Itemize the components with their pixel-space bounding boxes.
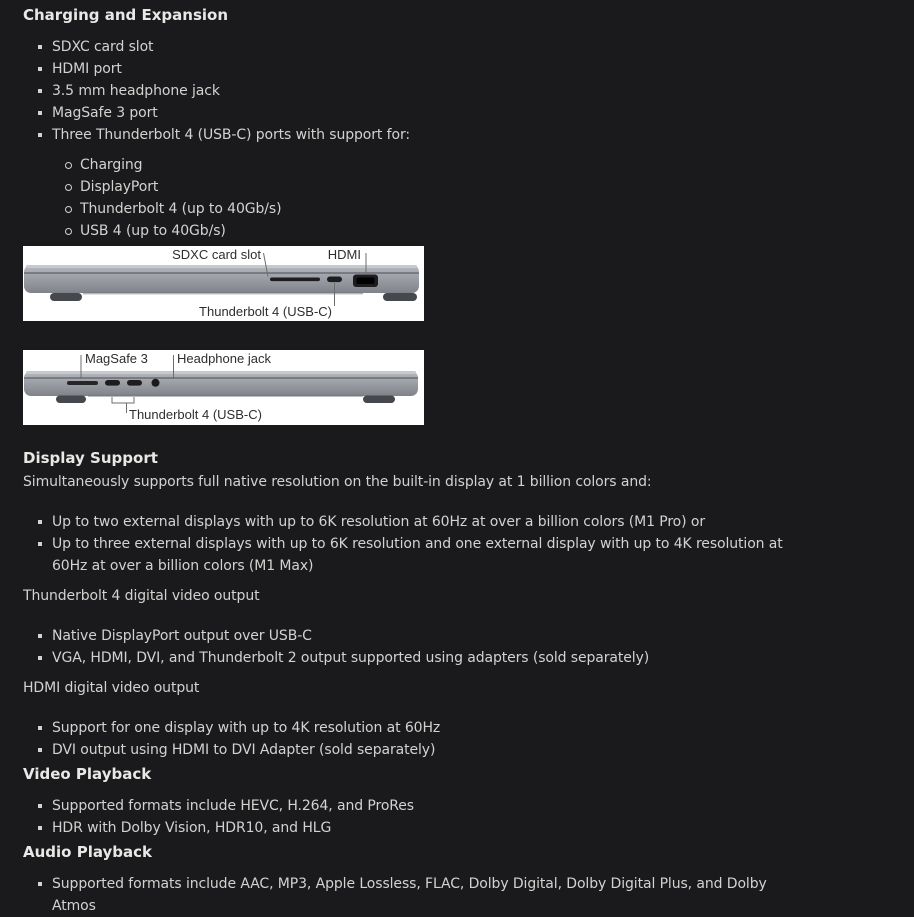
- section-display-support: [23, 451, 914, 761]
- hdmi-port: [353, 275, 378, 288]
- list-item: HDMI port: [52, 58, 794, 80]
- list-item: VGA, HDMI, DVI, and Thunderbolt 2 output supported using adapters (sold separately): [52, 647, 794, 669]
- list-item: HDR with Dolby Vision, HDR10, and HLG: [52, 817, 794, 839]
- hdmi-video-output-list: [23, 717, 807, 761]
- thunderbolt-port: [127, 380, 142, 386]
- video-playback-list: [23, 795, 807, 839]
- thunderbolt-label: Thunderbolt 4 (USB-C): [199, 304, 332, 319]
- list-item: MagSafe 3 port: [52, 102, 794, 124]
- laptop-foot: [363, 396, 395, 404]
- sdxc-label: SDXC card slot: [172, 247, 261, 262]
- list-item: DisplayPort: [80, 176, 807, 198]
- list-item: Supported formats include AAC, MP3, Apple Lossless, FLAC, Dolby Digital, Dolby Digital Plus, and Dolby Atmos: [52, 873, 794, 917]
- macbook-left-side-svg: [23, 350, 424, 425]
- list-item: Native DisplayPort output over USB-C: [52, 625, 794, 647]
- headphone-label: Headphone jack: [177, 351, 271, 366]
- magsafe-port: [67, 381, 98, 385]
- thunderbolt-port: [327, 277, 342, 283]
- macbook-left-side-ports-image: [23, 350, 424, 425]
- hdmi-video-output-heading: HDMI digital video output: [23, 680, 200, 696]
- thunderbolt-video-output-list: [23, 625, 807, 669]
- audio-playback-list: [23, 873, 807, 917]
- thunderbolt-support-sublist: [23, 154, 807, 242]
- charging-heading: Charging and Expansion: [23, 6, 228, 24]
- list-item: USB 4 (up to 40Gb/s): [80, 220, 807, 242]
- laptop-foot: [50, 293, 82, 301]
- macbook-right-side-ports-image: [23, 246, 424, 321]
- list-item: DVI output using HDMI to DVI Adapter (sold separately): [52, 739, 794, 761]
- display-support-list: [23, 511, 807, 577]
- display-support-intro: Simultaneously supports full native resolution on the built-in display at 1 billion colors and:: [23, 474, 652, 490]
- thunderbolt-label: Thunderbolt 4 (USB-C): [129, 407, 262, 422]
- section-video-playback: [23, 767, 914, 839]
- list-item: Up to two external displays with up to 6K resolution at 60Hz at over a billion colors (M1 Pro) or: [52, 511, 794, 533]
- list-item: Three Thunderbolt 4 (USB-C) ports with support for:: [52, 124, 794, 146]
- audio-playback-heading: Audio Playback: [23, 843, 152, 861]
- list-item: 3.5 mm headphone jack: [52, 80, 794, 102]
- laptop-foot: [56, 396, 86, 404]
- list-item: Charging: [80, 154, 807, 176]
- magsafe-label: MagSafe 3: [85, 351, 148, 366]
- thunderbolt-video-output-heading: Thunderbolt 4 digital video output: [23, 588, 260, 604]
- sdxc-card-slot-port: [270, 278, 320, 282]
- video-playback-heading: Video Playback: [23, 765, 152, 783]
- section-charging-expansion: [23, 8, 914, 242]
- hdmi-label: HDMI: [327, 247, 361, 262]
- macbook-right-side-svg: [23, 246, 424, 321]
- charging-list: [23, 36, 807, 146]
- list-item: Support for one display with up to 4K resolution at 60Hz: [52, 717, 794, 739]
- display-support-heading: Display Support: [23, 449, 158, 467]
- laptop-foot: [383, 293, 417, 301]
- section-audio-playback: [23, 845, 914, 917]
- thunderbolt-port: [105, 380, 120, 386]
- list-item: Thunderbolt 4 (up to 40Gb/s): [80, 198, 807, 220]
- list-item: Supported formats include HEVC, H.264, and ProRes: [52, 795, 794, 817]
- list-item: Up to three external displays with up to 6K resolution and one external display with up to 4K resolution at 60Hz at over a billion colors (M1 Max): [52, 533, 794, 577]
- headphone-jack-port: [152, 379, 160, 387]
- list-item: SDXC card slot: [52, 36, 794, 58]
